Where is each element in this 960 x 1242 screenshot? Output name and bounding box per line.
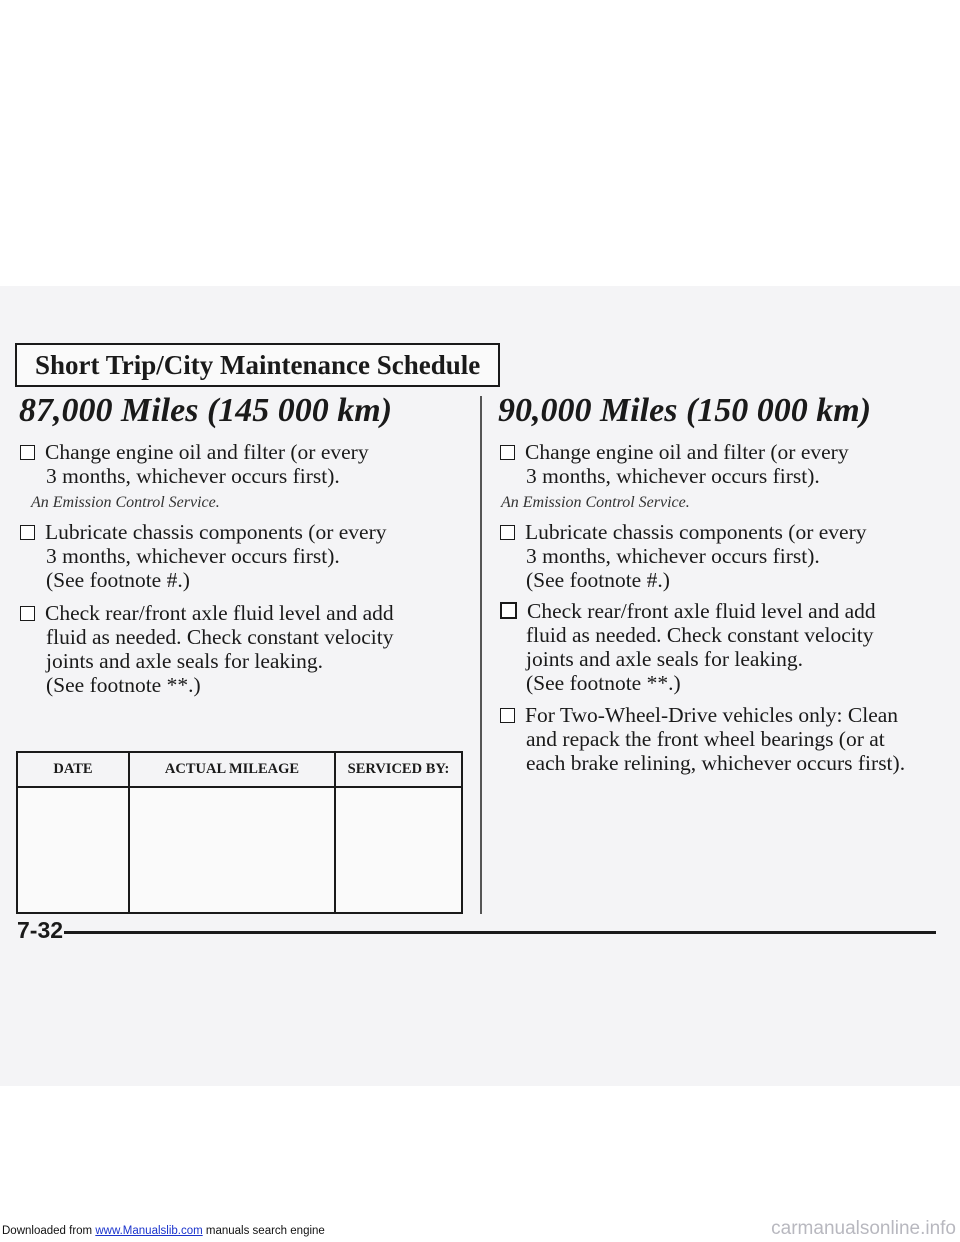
serviced-by-entry-cell[interactable] [335, 787, 462, 913]
right-item-oil-change [500, 440, 849, 488]
left-item-chassis-lube [20, 520, 387, 592]
item-line: 3 months, whichever occurs first). [526, 544, 820, 568]
item-line: joints and axle seals for leaking. [46, 649, 324, 673]
page-number: 7-32 [17, 917, 64, 943]
date-entry-cell[interactable] [17, 787, 129, 913]
item-line: each brake relining, whichever occurs first). [526, 751, 906, 775]
checkbox-icon[interactable] [20, 525, 35, 540]
item-line: Change engine oil and filter (or every [45, 440, 369, 464]
service-record-table [16, 751, 463, 914]
checkbox-icon[interactable] [500, 708, 515, 723]
left-emission-note: An Emission Control Service. [31, 494, 220, 511]
table-header-serviced-by: SERVICED BY: [335, 752, 462, 787]
right-emission-note: An Emission Control Service. [501, 494, 690, 511]
checkbox-icon[interactable] [20, 606, 35, 621]
item-line: (See footnote **.) [526, 671, 681, 695]
footer-prefix: Downloaded from [2, 1225, 96, 1237]
checkbox-icon[interactable] [20, 445, 35, 460]
mileage-entry-cell[interactable] [129, 787, 335, 913]
checkbox-icon[interactable] [500, 445, 515, 460]
manualslib-link[interactable]: www.Manualslib.com [95, 1225, 203, 1237]
footer-suffix: manuals search engine [202, 1225, 325, 1237]
item-line: (See footnote #.) [526, 568, 670, 592]
watermark: carmanualsonline.info [771, 1218, 956, 1239]
item-line: fluid as needed. Check constant velocity [46, 625, 394, 649]
left-item-oil-change [20, 440, 369, 488]
checkbox-icon[interactable] [500, 602, 517, 619]
column-divider [480, 396, 482, 914]
right-item-wheel-bearings [500, 703, 905, 775]
right-item-axle-fluid [500, 599, 876, 695]
table-header-mileage: ACTUAL MILEAGE [129, 752, 335, 787]
item-line: 3 months, whichever occurs first). [526, 464, 820, 488]
download-footer [2, 1225, 325, 1237]
item-line: 3 months, whichever occurs first). [46, 464, 340, 488]
item-line: joints and axle seals for leaking. [526, 647, 804, 671]
item-line: For Two-Wheel-Drive vehicles only: Clean [525, 703, 899, 727]
item-line: Check rear/front axle fluid level and add [45, 601, 394, 625]
item-line: (See footnote **.) [46, 673, 201, 697]
item-line: fluid as needed. Check constant velocity [526, 623, 874, 647]
right-mileage-heading: 90,000 Miles (150 000 km) [498, 392, 872, 429]
item-line: Change engine oil and filter (or every [525, 440, 849, 464]
section-title: Short Trip/City Maintenance Schedule [15, 343, 500, 387]
right-item-chassis-lube [500, 520, 867, 592]
left-item-axle-fluid [20, 601, 394, 697]
checkbox-icon[interactable] [500, 525, 515, 540]
item-line: 3 months, whichever occurs first). [46, 544, 340, 568]
item-line: Lubricate chassis components (or every [45, 520, 387, 544]
item-line: and repack the front wheel bearings (or at [526, 727, 885, 751]
item-line: Check rear/front axle fluid level and add [527, 599, 876, 623]
table-header-date: DATE [17, 752, 129, 787]
footer-rule [64, 931, 936, 934]
item-line: Lubricate chassis components (or every [525, 520, 867, 544]
item-line: (See footnote #.) [46, 568, 190, 592]
left-mileage-heading: 87,000 Miles (145 000 km) [19, 392, 393, 429]
